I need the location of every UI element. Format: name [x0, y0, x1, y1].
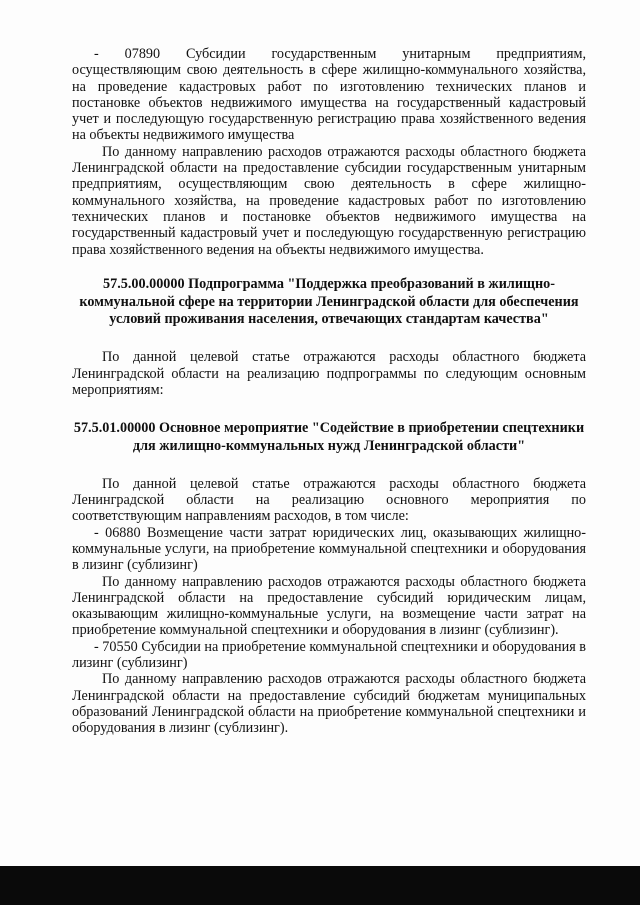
item-70550-description: По данному направлению расходов отражаются расходы областного бюджета Ленинградской области на предоставление субсидий бюджетам муниципальных образований Ленинградской области на приобретение коммунальной спецтехники и оборудования в лизинг (сублизинг).	[72, 671, 586, 737]
scan-border-bar	[0, 866, 640, 905]
subprogram-description: По данной целевой статье отражаются расходы областного бюджета Ленинградской области на реализацию подпрограммы по следующим основным мероприятиям:	[72, 349, 586, 398]
section-heading-main-activity: 57.5.01.00000 Основное мероприятие "Содействие в приобретении спецтехники для жилищно-коммунальных нужд Ленинградской области"	[73, 420, 585, 454]
spacer	[72, 329, 586, 349]
document-body	[72, 46, 586, 736]
main-activity-description: По данной целевой статье отражаются расходы областного бюджета Ленинградской области на реализацию основного мероприятия по соответствующим направлениям расходов, в том числе:	[72, 475, 586, 525]
section-heading-subprogram: 57.5.00.00000 Подпрограмма "Поддержка преобразований в жилищно-коммунальной сфере на территории Ленинградской области для обеспечения условий проживания населения, отвечающих стандартам качества"	[79, 275, 579, 328]
spacer	[72, 258, 586, 276]
item-06880: - 06880 Возмещение части затрат юридических лиц, оказывающих жилищно-коммунальные услуги, на приобретение коммунальной спецтехники и оборудования в лизинг (сублизинг)	[72, 524, 586, 574]
item-70550: - 70550 Субсидии на приобретение коммунальной спецтехники и оборудования в лизинг (сублизинг)	[72, 638, 586, 671]
spacer	[72, 398, 586, 420]
item-06880-description: По данному направлению расходов отражаются расходы областного бюджета Ленинградской области на предоставление субсидий юридическим лицам, оказывающим жилищно-коммунальные услуги, на возмещение части затрат на приобретение коммунальной спецтехники и оборудования в лизинг (сублизинг).	[72, 573, 586, 639]
item-07890: - 07890 Субсидии государственным унитарным предприятиям, осуществляющим свою деятельность в сфере жилищно-коммунального хозяйства, на проведение кадастровых работ по изготовлению технических планов и постановке объектов недвижимого имущества на государственный кадастровый учет и последующую государственную регистрацию права хозяйственного ведения на объекты недвижимого имущества	[72, 46, 586, 144]
spacer	[72, 456, 586, 476]
item-07890-description: По данному направлению расходов отражаются расходы областного бюджета Ленинградской области на предоставление субсидии государственным унитарным предприятиям, осуществляющим свою деятельность в сфере жилищно-коммунального хозяйства, на проведение кадастровых работ по изготовлению технических планов и постановке объектов недвижимого имущества на государственный кадастровый учет и последующую государственную регистрацию права хозяйственного ведения на объекты недвижимого имущества.	[72, 143, 586, 258]
